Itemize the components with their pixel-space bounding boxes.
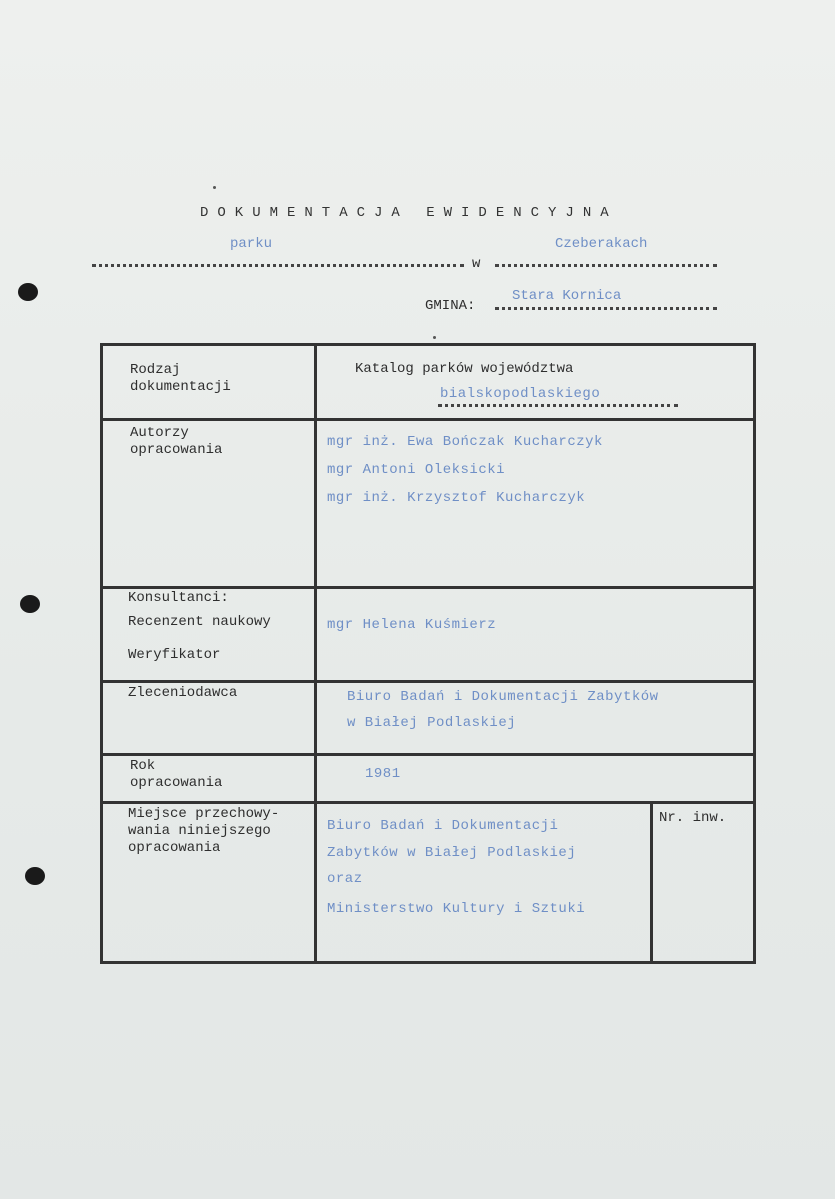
inventory-column-divider — [650, 801, 653, 961]
autorzy-value-1: mgr inż. Ewa Bończak Kucharczyk — [327, 434, 603, 450]
zleceniodawca-label: Zleceniodawca — [128, 685, 238, 701]
dotted-line-rodzaj — [438, 404, 678, 407]
miejsce-label: Miejsce przechowy- wania niniejszego opracowania — [128, 806, 280, 856]
row-divider — [103, 586, 753, 589]
miejsce-value-3: oraz — [327, 871, 363, 887]
autorzy-value-3: mgr inż. Krzysztof Kucharczyk — [327, 490, 586, 506]
miejsce-value-4: Ministerstwo Kultury i Sztuki — [327, 901, 586, 917]
rok-label: Rok opracowania — [130, 758, 223, 791]
rodzaj-value-line2: bialskopodlaskiego — [440, 386, 601, 402]
document-title: DOKUMENTACJA EWIDENCYJNA — [200, 205, 618, 221]
preposition-w: w — [472, 256, 481, 272]
miejsce-value-1: Biuro Badań i Dokumentacji — [327, 818, 559, 834]
row-divider — [103, 418, 753, 421]
weryfikator-label: Weryfikator — [128, 647, 221, 663]
dotted-line-gmina — [495, 307, 717, 310]
rodzaj-value-line1: Katalog parków województwa — [355, 361, 574, 377]
rodzaj-label: Rodzaj dokumentacji — [130, 362, 231, 395]
konsultanci-label: Konsultanci: — [128, 590, 229, 606]
row-divider — [103, 753, 753, 756]
dotted-line-object — [92, 264, 464, 267]
miejsce-value-2: Zabytków w Białej Podlaskiej — [327, 845, 577, 861]
rok-value: 1981 — [365, 766, 401, 782]
row-divider — [103, 801, 753, 804]
location-name: Czeberakach — [555, 236, 648, 252]
zleceniodawca-value-line1: Biuro Badań i Dokumentacji Zabytków — [347, 689, 659, 705]
dotted-line-location — [495, 264, 717, 267]
row-divider — [103, 680, 753, 683]
punch-hole-bottom — [25, 867, 45, 885]
speck — [213, 186, 216, 189]
gmina-label: GMINA: — [425, 298, 476, 314]
inventory-number-label: Nr. inw. — [659, 810, 727, 826]
gmina-value: Stara Kornica — [512, 288, 622, 304]
punch-hole-top — [18, 283, 38, 301]
zleceniodawca-value-line2: w Białej Podlaskiej — [347, 715, 517, 731]
punch-hole-middle — [20, 595, 40, 613]
recenzent-label: Recenzent naukowy — [128, 614, 271, 630]
column-divider — [314, 346, 317, 961]
autorzy-value-2: mgr Antoni Oleksicki — [327, 462, 506, 478]
recenzent-value: mgr Helena Kuśmierz — [327, 617, 497, 633]
object-type: parku — [230, 236, 273, 252]
speck — [433, 336, 436, 339]
autorzy-label: Autorzy opracowania — [130, 425, 223, 458]
